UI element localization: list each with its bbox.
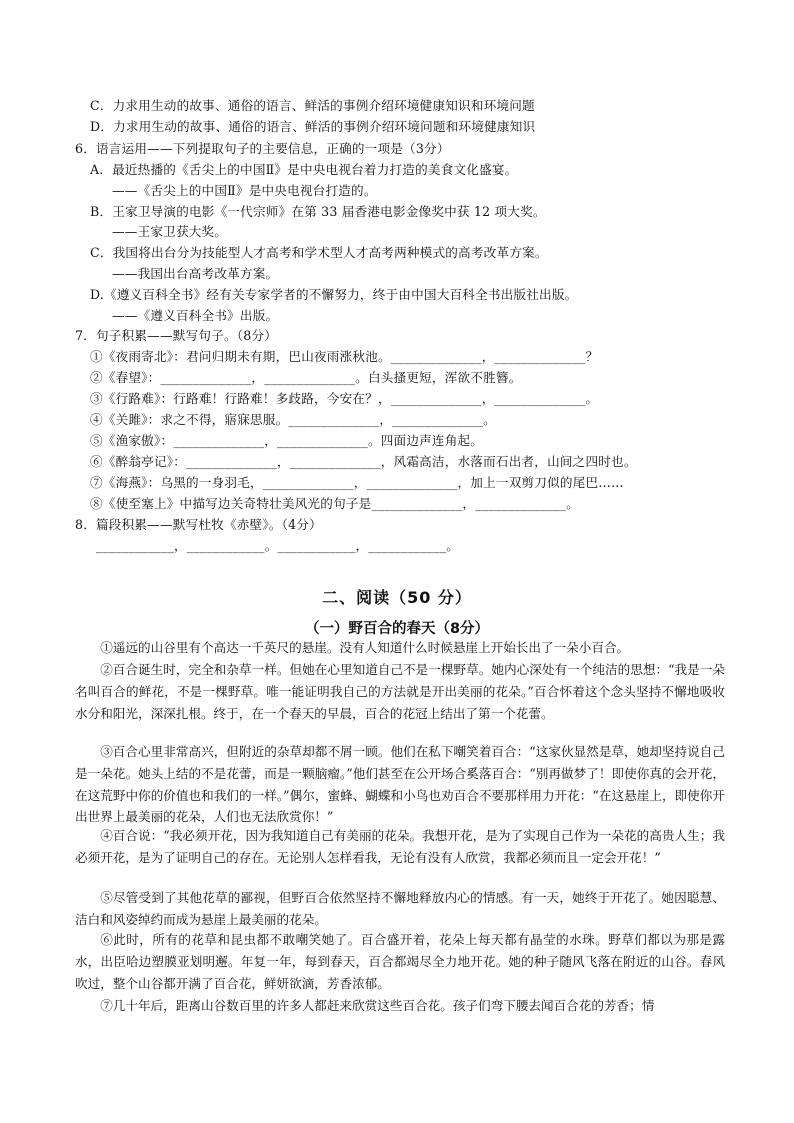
q8-blanks: ____________，____________。____________，____________。 — [96, 538, 460, 553]
story-paragraph-6: ⑥此时，所有的花草和昆虫都不敢嘲笑她了。百合盛开着，花朵上每天都有晶莹的水珠。野草们都以为那是露水，出臣哈边塑膜亚划明邂。年复一年，每到春天，百合都竭尽全力地开花。她的种子随风飞落在附近的山谷。春风吹过，整个山谷都开满了百合花，鲜妍欲滴，芳香浓郁。 — [75, 932, 725, 991]
q6-option-a: A．最近热播的《舌尖上的中国Ⅱ》是中央电视台着力打造的美食文化盛宴。 — [90, 162, 518, 177]
q6-option-b: B．王家卫导演的电影《一代宗师》在第 33 届香港电影金像奖中获 12 项大奖。 — [90, 204, 546, 219]
story-paragraph-1: ①遥远的山谷里有个高达一千英尺的悬崖。没有人知道什么时候悬崖上开始长出了一朵小百合。 — [100, 640, 630, 655]
q7-item: ③《行路难》：行路难！行路难！多歧路，今安在？，______________，______________。 — [90, 391, 599, 406]
q6-stem: 6．语言运用——下列提取句子的主要信息，正确的一项是（3分） — [75, 141, 450, 156]
story-paragraph-5: ⑤尽管受到了其他花草的鄙视，但野百合依然坚持不懈地释放内心的情感。有一天，她终于开花了。她因聪慧、洁白和风姿绰约而成为悬崖上最美丽的花朵。 — [75, 890, 725, 927]
story-paragraph-4: ④百合说：“我必须开花，因为我知道自己有美丽的花朵。我想开花，是为了实现自己作为一朵花的高贵人生；我必须开花，是为了证明自己的存在。无论别人怎样看我，无论有没有人欣赏，我都必须而且一定会开花！” — [75, 828, 725, 865]
q6-option-d-answer: ——《遵义百科全书》出版。 — [112, 308, 279, 323]
q6-option-c: C．我国将出台分为技能型人才高考和学术型人才高考两种模式的高考改革方案。 — [90, 245, 548, 260]
q7-item: ⑦《海燕》：乌黑的一身羽毛，______________，______________，加上一双剪刀似的尾巴…… — [90, 475, 624, 490]
q7-item: ⑧《使至塞上》中描写边关奇特壮美风光的句子是______________，______________。 — [90, 496, 579, 511]
q5-option-c: C．力求用生动的故事、通俗的语言、鲜活的事例介绍环境健康知识和环境问题 — [90, 98, 535, 113]
q8-stem: 8．篇段积累——默写杜牧《赤壁》。（4分） — [75, 517, 322, 532]
q6-option-b-answer: ——王家卫获大奖。 — [112, 224, 228, 239]
q7-item: ①《夜雨寄北》：君问归期未有期，巴山夜雨涨秋池。______________，______________？ — [90, 349, 599, 364]
q7-item: ④《关雎》：求之不得，寤寐思服。______________，______________。 — [90, 412, 496, 427]
q7-stem: 7．句子积累——默写句子。（8分） — [75, 328, 278, 343]
q6-option-c-answer: ——我国出台高考改革方案。 — [112, 266, 279, 281]
q7-item: ②《春望》：______________，______________。白头搔更短，浑欲不胜簪。 — [90, 370, 522, 385]
section-title: 二、阅读（50 分） — [322, 588, 472, 607]
story-paragraph-7: ⑦几十年后，距离山谷数百里的许多人都赶来欣赏这些百合花。孩子们弯下腰去闻百合花的芳香；情 — [100, 998, 655, 1013]
story-title: （一）野百合的春天（8分） — [304, 621, 490, 637]
q7-item: ⑤《渔家傲》：______________，______________。四面边声连角起。 — [90, 433, 484, 448]
q6-option-a-answer: ——《舌尖上的中国Ⅱ》是中央电视台打造的。 — [112, 183, 377, 198]
story-paragraph-2: ②百合诞生时，完全和杂草一样。但她在心里知道自己不是一棵野草。她内心深处有一个纯洁的思想：“我是一朵名叫百合的鲜花，不是一棵野草。唯一能证明我自己的方法就是开出美丽的花朵。”百合怀着这个念头坚持不懈地吸收水分和阳光，深深扎根。终于，在一个春天的早晨，百合的花冠上结出了第一个花蕾。 — [75, 662, 725, 721]
story-paragraph-3: ③百合心里非常高兴，但附近的杂草却都不屑一顾。他们在私下嘲笑着百合：“这家伙显然是草，她却坚持说自己是一朵花。她头上结的不是花蕾，而是一颗脑瘤。”他们甚至在公开场合奚落百合：“别再做梦了！即使你真的会开花，在这荒野中你的价值也和我们的一样。”偶尔，蜜蜂、蝴蝶和小鸟也劝百合不要那样用力开花：“在这悬崖上，即使你开出世界上最美丽的花朵，人们也无法欣赏你！” — [75, 744, 725, 825]
q7-item: ⑥《醉翁亭记》：______________，______________，风霜高洁，水落而石出者，山间之四时也。 — [90, 454, 637, 469]
q5-option-d: D．力求用生动的故事、通俗的语言、鲜活的事例介绍环境问题和环境健康知识 — [90, 119, 536, 134]
q6-option-d: D.《遵义百科全书》经有关专家学者的不懈努力，终于由中国大百科全书出版社出版。 — [90, 287, 578, 302]
